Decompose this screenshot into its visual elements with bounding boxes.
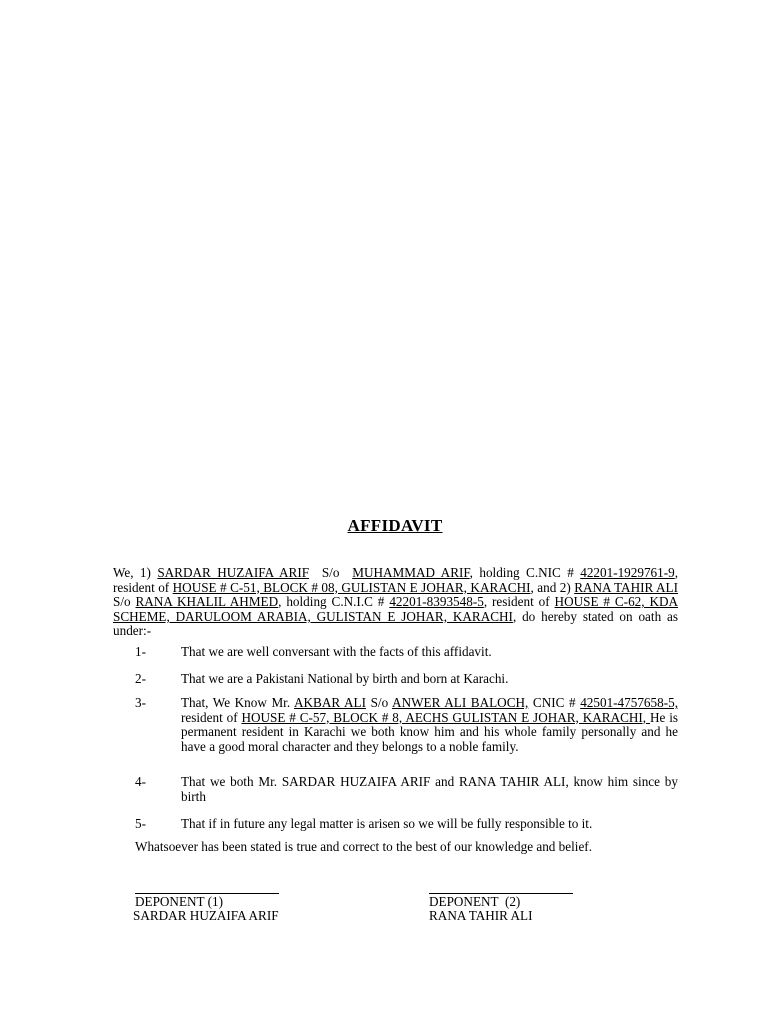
deponent1-cnic: 42201-1929761-9	[580, 565, 675, 580]
item-number: 1-	[135, 644, 146, 659]
deponent-name: SARDAR HUZAIFA ARIF	[133, 907, 279, 923]
known-person-name: AKBAR ALI	[294, 695, 366, 710]
deponent-label: DEPONENT (2)	[429, 894, 521, 909]
known-person-father: ANWER ALI BALOCH,	[392, 695, 529, 710]
document-title: AFFIDAVIT	[347, 516, 443, 535]
item-text-part: S/o	[366, 695, 393, 710]
item-text-part: He is permanent resident in Karachi we both know him and his whole family personally and he have a good moral character and they belongs to a noble family.	[181, 709, 679, 754]
item-number: 5-	[135, 816, 146, 831]
deponent-name: RANA TAHIR ALI	[429, 907, 533, 923]
intro-text: , holding C.N.I.C #	[278, 594, 390, 610]
item-text: That we are a Pakistani National by birth and born at Karachi.	[181, 671, 509, 686]
item-number: 2-	[135, 671, 146, 686]
intro-text: , resident of	[113, 565, 679, 595]
item-text-part: resident of	[181, 709, 242, 725]
item-text	[181, 696, 678, 754]
item-number: 4-	[135, 774, 146, 789]
deponent2-address: HOUSE # C-62, KDA SCHEME, DARULOOM ARABIA, GULISTAN E JOHAR, KARACHI	[113, 594, 679, 624]
item-number: 3-	[135, 695, 146, 710]
deponent2-cnic: 42201-8393548-5	[389, 594, 484, 610]
item-text: That if in future any legal matter is arisen so we will be fully responsible to it.	[181, 816, 593, 831]
deponent-signature-block	[135, 893, 279, 922]
item-text: That we both Mr. SARDAR HUZAIFA ARIF and RANA TAHIR ALI, know him since by birth	[181, 774, 678, 804]
intro-text: S/o	[309, 565, 353, 580]
item-text: That we are well conversant with the facts of this affidavit.	[181, 644, 492, 659]
item-text-part: CNIC #	[528, 695, 581, 710]
deponent1-address: HOUSE # C-51, BLOCK # 08, GULISTAN E JOHAR, KARACHI	[172, 579, 531, 595]
known-person-cnic: 42501-4757658-5,	[580, 695, 678, 710]
item-text-part: That, We Know Mr.	[181, 695, 294, 710]
deponent-label: DEPONENT (1)	[135, 894, 224, 909]
intro-text: S/o	[113, 594, 136, 610]
known-person-address: HOUSE # C-57, BLOCK # 8, AECHS GULISTAN E JOHAR, KARACHI,	[241, 709, 650, 725]
closing-statement: Whatsoever has been stated is true and correct to the best of our knowledge and belief.	[135, 839, 592, 854]
deponent1-father: MUHAMMAD ARIF	[352, 565, 470, 580]
intro-text: , and 2)	[530, 579, 575, 595]
deponent-signature-block	[429, 893, 573, 922]
intro-text: We, 1)	[113, 565, 158, 580]
intro-paragraph	[113, 566, 678, 639]
intro-text: , holding C.NIC #	[469, 565, 581, 580]
deponent2-name: RANA TAHIR ALI	[574, 579, 678, 595]
deponent1-name: SARDAR HUZAIFA ARIF	[157, 565, 310, 580]
intro-text: , do hereby stated on oath as under:-	[113, 608, 678, 639]
deponent2-father: RANA KHALIL AHMED	[135, 594, 279, 610]
intro-text: , resident of	[483, 594, 555, 610]
